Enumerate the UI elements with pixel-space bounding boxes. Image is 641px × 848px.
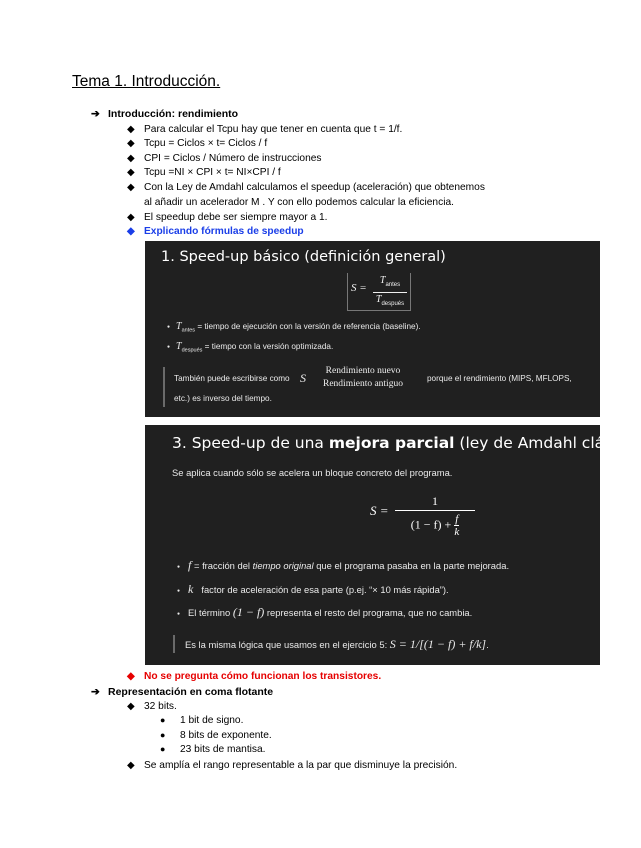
bullet-term: ● El término (1 − f) representa el resto del programa, que no cambia. <box>177 605 473 619</box>
note-pre: También puede escribirse como <box>174 374 290 383</box>
list-item <box>127 166 281 181</box>
amdahl-formula: 1 (1 − f) + $\frac{f}{k}$ <box>395 493 475 538</box>
sub-item: ● 8 bits de exponente. <box>160 730 272 741</box>
sub-item: ● 23 bits de mantisa. <box>160 744 266 755</box>
note-post: porque el rendimiento (MIPS, MFLOPS, <box>427 374 572 383</box>
bullet-t-antes: ● $T_{antes}$ = tiempo de ejecución con la versión de referencia (baseline). <box>167 321 421 334</box>
section-heading-text: Introducción: rendimiento <box>108 108 239 120</box>
diamond-bullet-icon: ◆ <box>127 153 135 164</box>
red-note-text: No se pregunta cómo funcionan los transistores. <box>144 671 382 682</box>
list-item <box>127 211 327 226</box>
list-item <box>127 137 267 152</box>
section-heading-coma-flotante <box>91 686 273 698</box>
formula-fraction: $T_{antes}$ $T_{después}$ <box>373 274 407 311</box>
panel-title: 3. Speed-up de una mejora parcial (ley de Amdahl clásica) <box>172 434 641 452</box>
quote-bar <box>163 367 165 407</box>
diamond-bullet-icon: ◆ <box>127 124 135 135</box>
diamond-bullet-icon: ◆ <box>127 671 135 682</box>
list-item-text: Tcpu = Ciclos × t= Ciclos / f <box>144 138 268 149</box>
list-item-text: Se amplía el rango representable a la par que disminuye la precisión. <box>144 760 458 771</box>
panel-title: 1. Speed-up básico (definición general) <box>161 249 446 265</box>
formula-lhs: S = <box>370 503 389 518</box>
formula-lhs: S = <box>351 282 367 294</box>
list-item <box>127 181 485 210</box>
bullet-icon: ● <box>160 715 166 725</box>
list-item-text: Para calcular el Tcpu hay que tener en cuenta que t = 1/f. <box>144 124 403 135</box>
list-item-text: El speedup debe ser siempre mayor a 1. <box>144 212 328 223</box>
bullet-icon: ● <box>160 730 166 740</box>
bullet-f: ● f = fracción del tiempo original que el programa pasaba en la parte mejorada. <box>177 558 510 572</box>
arrow-icon: ➔ <box>91 686 100 698</box>
list-item-text: Con la Ley de Amdahl calculamos el speedup (aceleración) que obtenemos al añadir un acelerador M . Y con ello podemos calcular la eficiencia. <box>144 182 485 208</box>
diamond-bullet-icon: ◆ <box>127 760 135 771</box>
section-heading-rendimiento <box>91 108 238 120</box>
diamond-bullet-icon: ◆ <box>127 212 135 223</box>
note: Es la misma lógica que usamos en el ejercicio 5: S = 1/[(1 − f) + f/k]. <box>185 637 489 651</box>
bullet-t-despues: ● $T_{después}$ = tiempo con la versión optimizada. <box>167 341 334 354</box>
panel-intro: Se aplica cuando sólo se acelera un bloque concreto del programa. <box>172 467 453 478</box>
red-note <box>127 670 381 685</box>
diamond-bullet-icon: ◆ <box>127 138 135 149</box>
arrow-icon: ➔ <box>91 108 100 120</box>
quote-bar <box>173 635 175 653</box>
diamond-bullet-icon: ◆ <box>127 701 135 712</box>
note-post2: etc.) es inverso del tiempo. <box>174 394 272 403</box>
note-symbol: S <box>300 371 306 385</box>
diamond-bullet-icon: ◆ <box>127 226 135 237</box>
list-item <box>127 152 322 167</box>
list-item-text: CPI = Ciclos / Número de instrucciones <box>144 153 322 164</box>
list-item-text: Explicando fórmulas de speedup <box>144 226 304 237</box>
section-heading-text: Representación en coma flotante <box>108 686 274 698</box>
sub-item: ● 1 bit de signo. <box>160 715 244 726</box>
diamond-bullet-icon: ◆ <box>127 182 135 193</box>
list-item <box>127 700 177 715</box>
amdahl-panel <box>145 425 641 665</box>
page-title: Tema 1. Introducción. <box>72 73 221 90</box>
speedup-basic-panel <box>145 241 600 417</box>
list-item-text: Tcpu =NI × CPI × t= NI×CPI / f <box>144 167 281 178</box>
bullet-k: ● k factor de aceleración de esa parte (p.ej. “× 10 más rápida”). <box>177 582 449 596</box>
diamond-bullet-icon: ◆ <box>127 167 135 178</box>
list-item-highlight <box>127 225 304 240</box>
list-item-text: 32 bits. <box>144 701 177 712</box>
bullet-icon: ● <box>160 744 166 754</box>
list-item <box>127 123 402 138</box>
note-fraction: Rendimiento nuevo Rendimiento antiguo <box>323 366 403 389</box>
list-item <box>127 759 457 774</box>
